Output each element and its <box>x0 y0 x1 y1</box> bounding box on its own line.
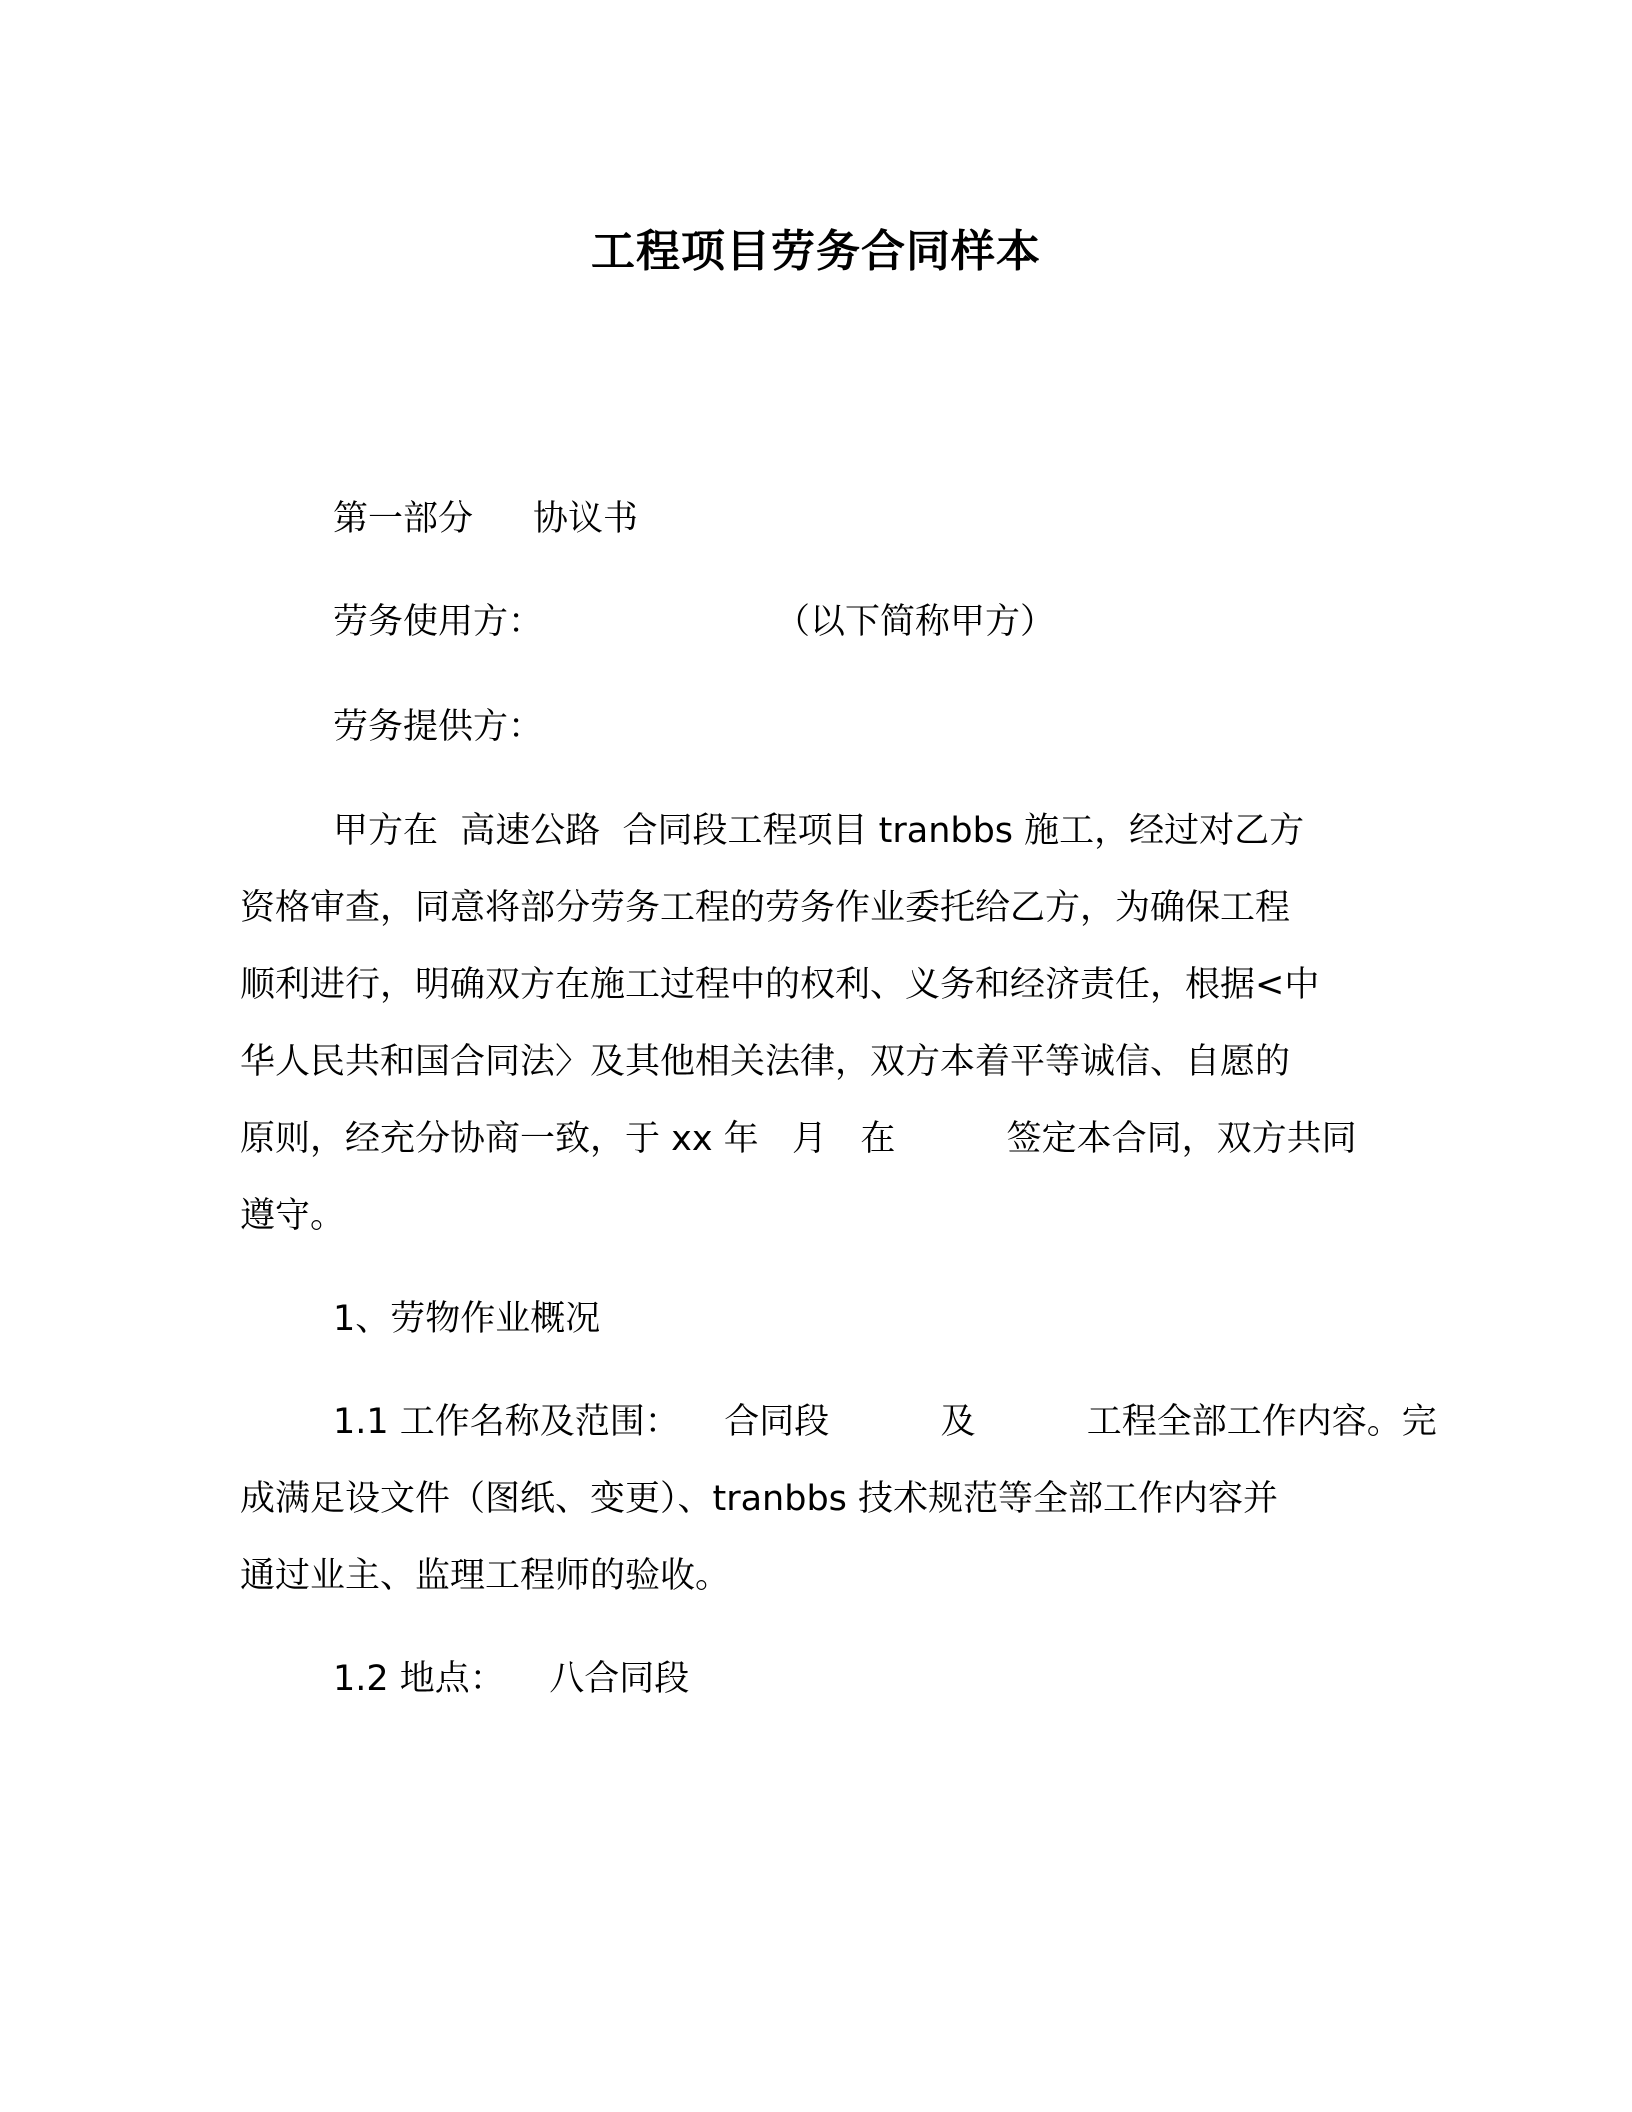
intro-paragraph-line: 遵守。 <box>240 1196 346 1236</box>
section-1-1-line: 1.1 工作名称及范围： 合同段 及 工程全部工作内容。完 <box>333 1402 1437 1442</box>
part-heading-name: 协议书 <box>533 499 639 539</box>
intro-paragraph-line: 顺利进行，明确双方在施工过程中的权利、义务和经济责任，根据<中 <box>240 965 1320 1005</box>
intro-paragraph-line: 资格审查，同意将部分劳务工程的劳务作业委托给乙方，为确保工程 <box>240 888 1291 928</box>
party-b-label: 劳务提供方： <box>333 707 544 747</box>
section-1-1-line: 通过业主、监理工程师的验收。 <box>240 1556 731 1596</box>
intro-paragraph-line: 甲方在 高速公路 合同段工程项目 tranbbs 施工，经过对乙方 <box>333 811 1305 851</box>
document-title: 工程项目劳务合同样本 <box>591 226 1041 277</box>
part-heading-label: 第一部分 <box>333 499 474 539</box>
section-1-heading: 1、劳物作业概况 <box>333 1299 601 1339</box>
section-1-1-line: 成满足设文件（图纸、变更）、tranbbs 技术规范等全部工作内容并 <box>240 1479 1279 1519</box>
intro-paragraph-line: 原则，经充分协商一致，于 xx 年 月 在 签定本合同，双方共同 <box>240 1119 1357 1159</box>
intro-paragraph-line: 华人民共和国合同法〉及其他相关法律，双方本着平等诚信、自愿的 <box>240 1042 1291 1082</box>
section-1-2-location: 1.2 地点： 八合同段 <box>333 1659 690 1699</box>
party-a-label: 劳务使用方： <box>333 602 544 642</box>
party-a-note: （以下简称甲方） <box>775 602 1056 642</box>
